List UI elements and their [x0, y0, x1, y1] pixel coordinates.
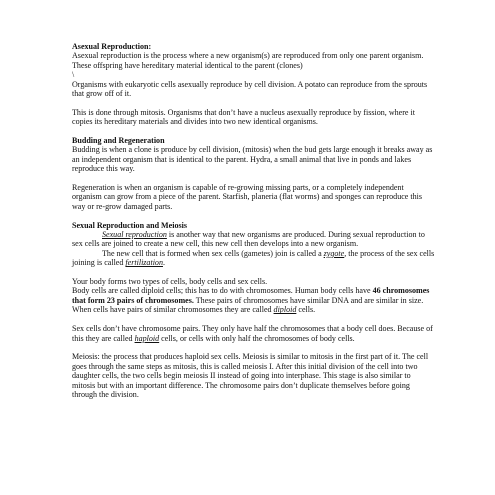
- paragraph-budding: Budding is when a clone is produce by cell division, (mitosis) when the bud gets large enough it breaks away as an independent organism that is identical to the parent. Hydra, a small animal that live in ponds and lakes reproduce this way.: [72, 145, 433, 174]
- stray-backslash: \: [72, 70, 75, 80]
- paragraph-meiosis: Meiosis: the process that produces haploid sex cells. Meiosis is similar to mitosis in the first part of it. The cell goes through the same steps as mitosis, this is called meiosis I. After this initial division of the cell into two daughter cells, the two cells begin meiosis II instead of going into interphase. This stage is also similar to mitosis but with an important difference. The chromosome pairs don’t duplicate themselves before going through the division.: [72, 352, 429, 399]
- paragraph-diploid: Body cells are called diploid cells; this has to do with chromosomes. Human body cells have 46 chromosomes that form 23 pairs of chromosomes. These pairs of chromosomes have similar DNA and are similar in size. When cells have pairs of similar chromosomes they are called diploid cells.: [72, 286, 430, 315]
- term-zygote: zygote: [323, 248, 345, 258]
- section-heading-budding: Budding and Regeneration: [72, 136, 165, 146]
- paragraph-body-cells-intro: Your body forms two types of cells, body cells and sex cells.: [72, 277, 268, 287]
- paragraph-haploid: Sex cells don’t have chromosome pairs. They only have half the chromosomes that a body cell does. Because of this they are called haploid cells, or cells with only half the chromosomes of body cells.: [72, 324, 433, 343]
- term-haploid: haploid: [134, 333, 160, 343]
- term-fertilization: fertilization: [125, 258, 163, 268]
- paragraph-sexual-reproduction: Sexual reproduction is another way that new organisms are produced. During sexual reproduction to sex cells are joined to create a new cell, this new cell then develops into a new organism.: [72, 230, 425, 249]
- paragraph-regeneration: Regeneration is when an organism is capable of re-growing missing parts, or a completely independent organism can grow from a piece of the parent. Starfish, planeria (flat worms) and sponges can reproduce this way or re-grow damaged parts.: [72, 183, 422, 211]
- paragraph-mitosis-fission: This is done through mitosis. Organisms that don’t have a nucleus asexually reproduce by fission, where it copies its hereditary materials and divides into two new identical organisms.: [72, 107, 415, 127]
- term-diploid: diploid: [273, 305, 297, 315]
- paragraph-eukaryotic: Organisms with eukaryotic cells asexually reproduce by cell division. A potato can reproduce from the sprouts that grow off of it.: [72, 79, 428, 99]
- section-heading-asexual: Asexual Reproduction:: [72, 42, 152, 51]
- paragraph-zygote: The new cell that is formed when sex cells (gametes) join is called a zygote, the process of the sex cells joining is called fertilization.: [72, 248, 435, 268]
- paragraph-asexual-definition: Asexual reproduction is the process where a new organism(s) are reproduced from only one parent organism. These offspring have hereditary material identical to the parent (clones): [72, 51, 424, 70]
- section-heading-sexual: Sexual Reproduction and Meiosis: [72, 220, 187, 230]
- term-sexual-reproduction: Sexual reproduction: [102, 230, 167, 240]
- bold-chromosome-count: 46 chromosomes that form 23 pairs of chromosomes.: [72, 286, 430, 305]
